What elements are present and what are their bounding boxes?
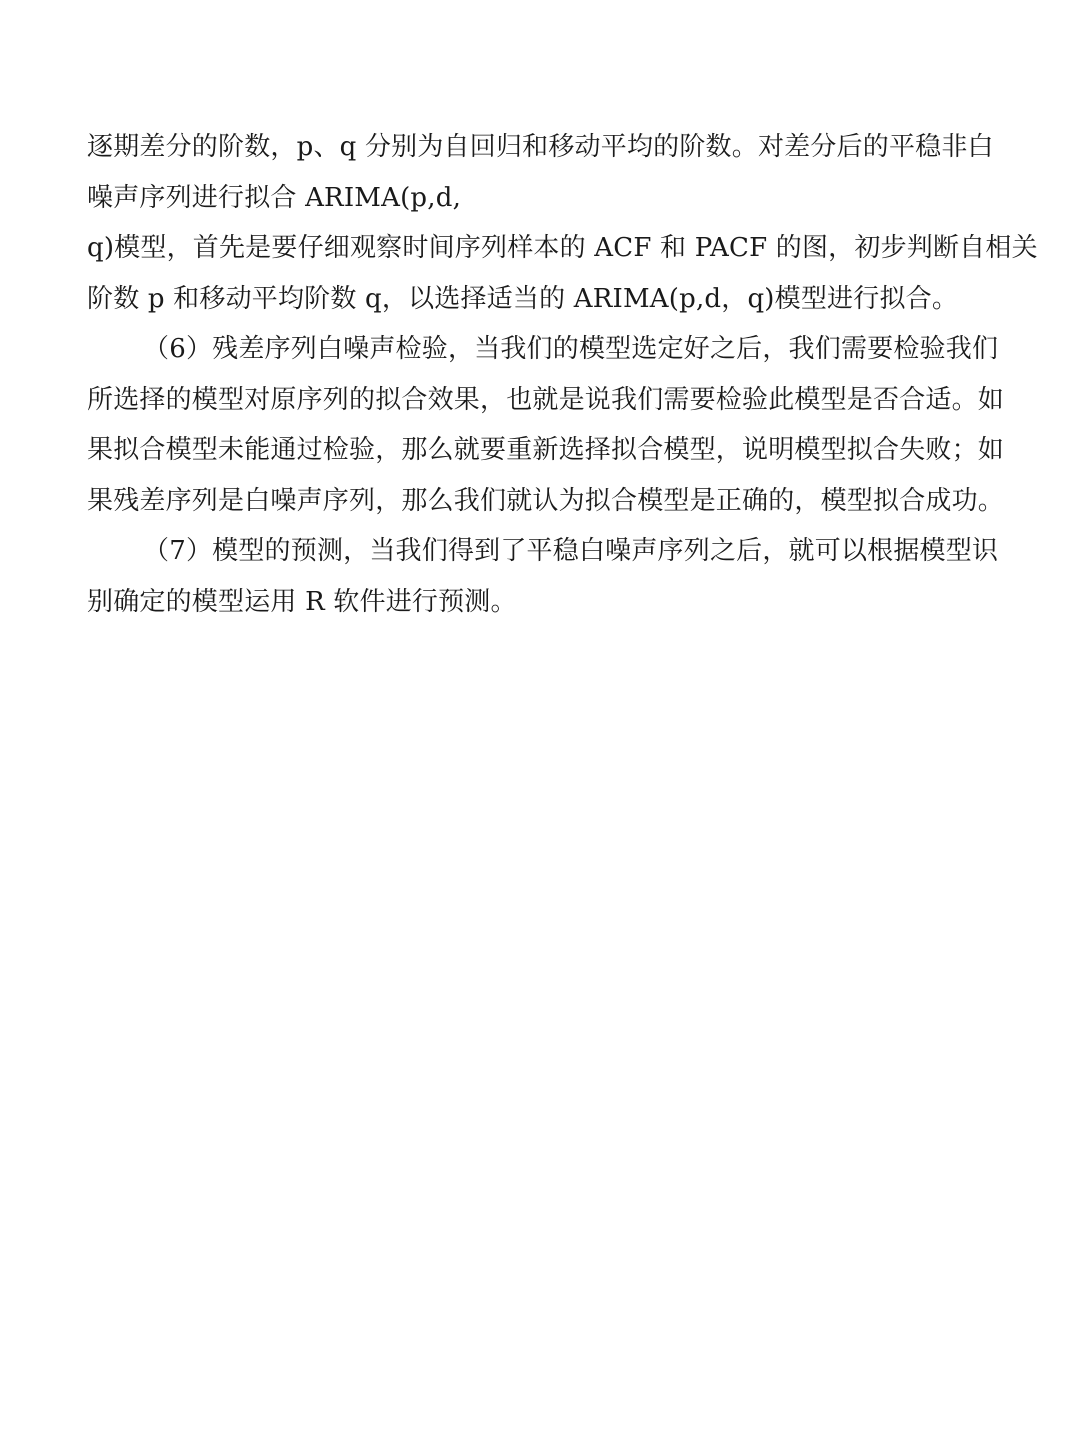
text-line: q)模型，首先是要仔细观察时间序列样本的 ACF 和 PACF 的图，初步判断自相关: [87, 233, 1038, 263]
text-line: 所选择的模型对原序列的拟合效果，也就是说我们需要检验此模型是否合适。如: [87, 384, 1005, 415]
text-line: 果残差序列是白噪声序列，那么我们就认为拟合模型是正确的，模型拟合成功。: [87, 485, 1005, 516]
text-line: 噪声序列进行拟合 ARIMA(p,d,: [87, 182, 462, 213]
paragraph-7-first-line: （7）模型的预测，当我们得到了平稳白噪声序列之后，就可以根据模型识: [143, 536, 999, 566]
body-text: [87, 122, 1038, 627]
paragraph-6-first-line: （6）残差序列白噪声检验，当我们的模型选定好之后，我们需要检验我们: [143, 334, 999, 364]
text-line: 果拟合模型未能通过检验，那么就要重新选择拟合模型，说明模型拟合失败；如: [87, 435, 1005, 465]
text-line: 别确定的模型运用 R 软件进行预测。: [87, 586, 517, 617]
text-line: 逐期差分的阶数，p、q 分别为自回归和移动平均的阶数。对差分后的平稳非白: [87, 132, 994, 162]
text-line: 阶数 p 和移动平均阶数 q，以选择适当的 ARIMA(p,d，q)模型进行拟合。: [87, 283, 959, 314]
